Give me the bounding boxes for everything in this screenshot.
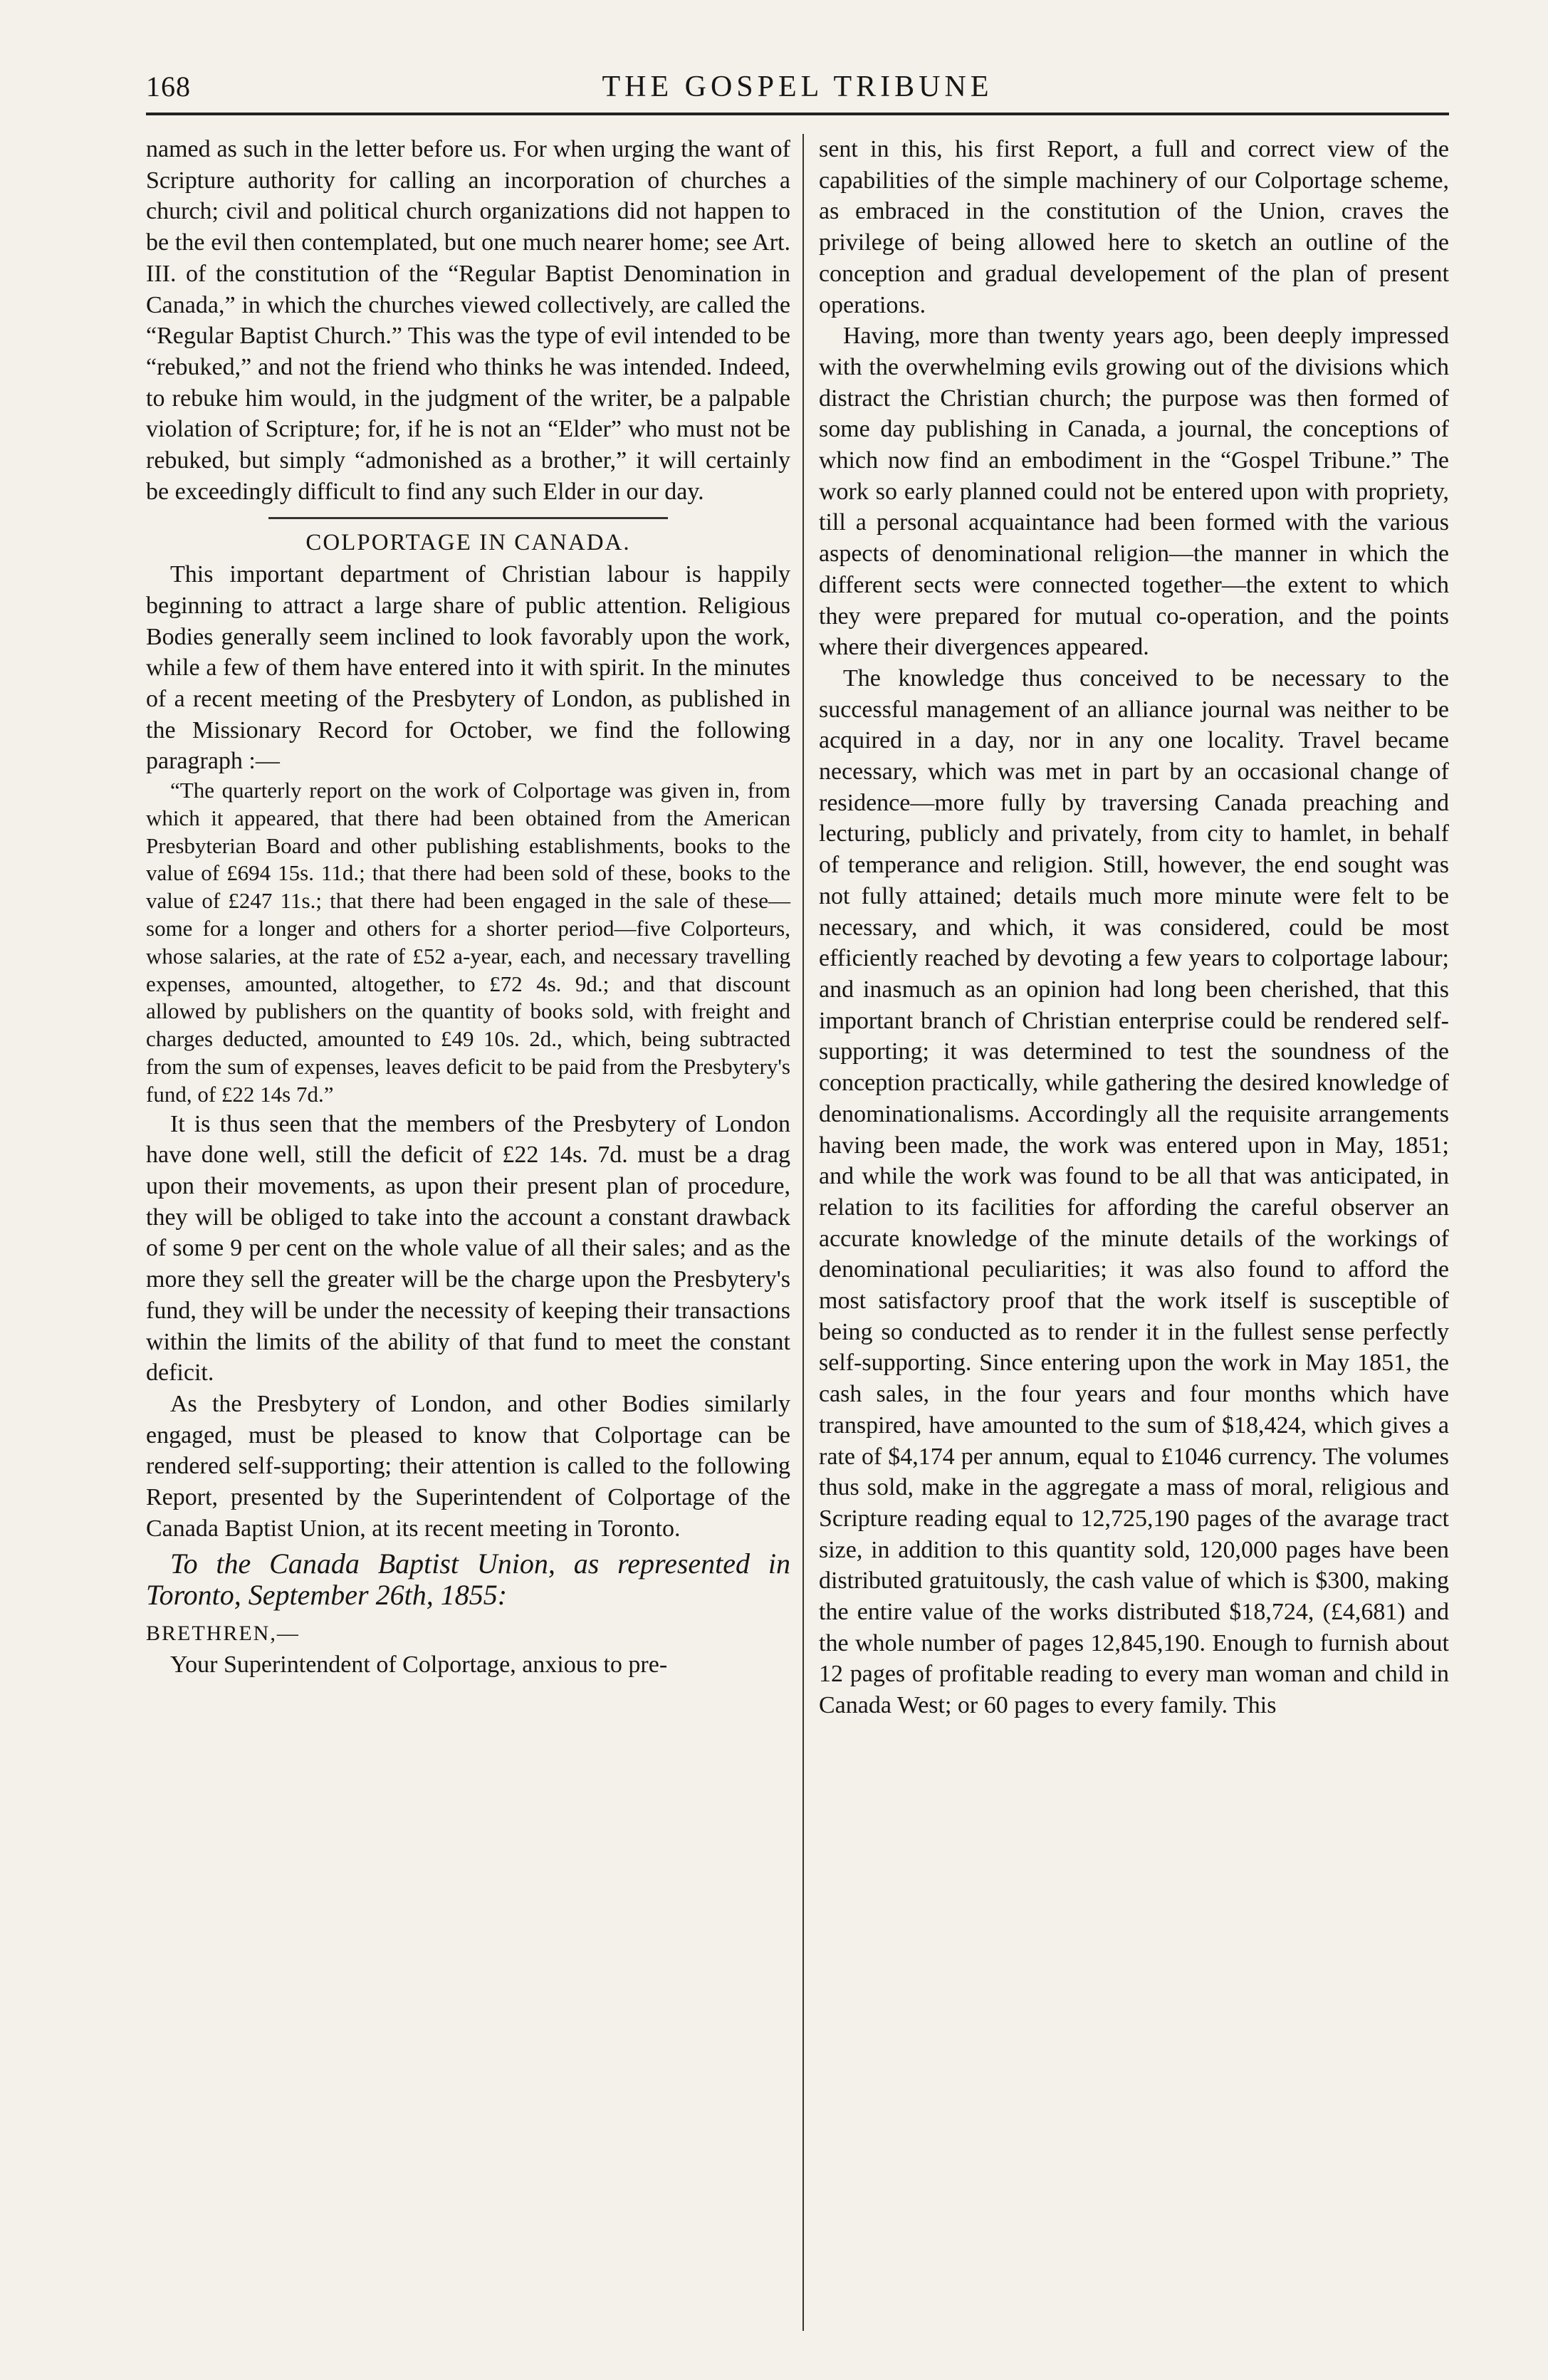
- left-paragraph-continued: named as such in the letter before us. For when urging the want of Scripture authority for calling an incorporation of churches a church; civil and political church organizations did not happen to be the evil then contemplated, but one much nearer home; see Art. III. of the constitution of the “Regular Baptist Denomination in Canada,” in which the churches viewed collectively, are called the “Regular Baptist Church.” This was the type of evil intended to be “rebuked,” and not the friend who thinks he was intended. Indeed, to rebuke him would, in the judgment of the writer, be a palpable violation of Scripture; for, if he is not an “Elder” who must not be rebuked, but simply “admonished as a brother,” it will certainly be exceedingly difficult to find any such Elder in our day.: [146, 136, 790, 505]
- report-salutation: BRETHREN,—: [146, 1622, 300, 1646]
- page-number: 168: [146, 71, 191, 103]
- report-address: To the Canada Baptist Union, as represented in Toronto, September 26th, 1855:: [146, 1547, 790, 1612]
- left-column: [146, 134, 790, 1681]
- article-paragraph-introduction-of-report: As the Presbytery of London, and other Bodies similarly engaged, must be pleased to know that Colportage can be rendered self-supporting; their attention is called to the following Report, presented by the Superintendent of Colportage of the Canada Baptist Union, at its recent meeting in Toronto.: [146, 1390, 790, 1542]
- section-heading: COLPORTAGE IN CANADA.: [305, 530, 631, 556]
- article-paragraph-analysis: It is thus seen that the members of the Presbytery of London have done well, still the deficit of £22 14s. 7d. must be a drag upon their movements, as upon their present plan of procedure, they will be obliged to take into the account a constant drawback of some 9 per cent on the whole value of all their sales; and as the more they sell the greater will be the charge upon the Presbytery's fund, they will be under the necessity of keeping their transactions within the limits of the ability of that fund to meet the constant deficit.: [146, 1110, 790, 1387]
- journal-page: [146, 68, 1449, 2340]
- report-paragraph-results: The knowledge thus conceived to be necessary to the successful management of an alliance journal was neither to be acquired in a day, nor in any one locality. Travel became necessary, which was met in part by an occasional change of residence—more fully by traversing Canada preaching and lecturing, publicly and privately, from city to hamlet, in behalf of temperance and religion. Still, however, the end sought was not fully attained; details much more minute were felt to be necessary, and which, it was considered, could be most efficiently reached by devoting a few years to colportage labour; and inasmuch as an opinion had long been cherished, that this important branch of Christian enterprise could be rendered self-supporting; it was determined to test the soundness of the conception practically, while gathering the desired knowledge of denominationalisms. Accordingly all the requisite arrangements having been made, the work was entered upon in May, 1851; and while the work was found to be all that was anticipated, in relation to its facilities for affording the careful observer an accurate knowledge of the minute details of the workings of denominational peculiarities; it was also found to afford the most satisfactory proof that the work itself is susceptible of being so conducted as to render it in the fullest sense perfectly self-supporting. Since entering upon the work in May 1851, the cash sales, in the four years and four months which have transpired, have amounted to the sum of $18,424, which gives a rate of $4,174 per annum, equal to £1046 currency. The volumes thus sold, make in the aggregate a mass of moral, religious and Scripture reading equal to 12,725,190 pages of the avarage tract size, in addition to this quantity sold, 120,000 pages have been distributed gratuitously, the cash value of which is $300, making the entire value of the works distributed $18,724, (£4,681) and the whole number of pages 12,845,190. Enough to furnish about 12 pages of profitable reading to every man woman and child in Canada West; or 60 pages to every family. This: [819, 664, 1449, 1719]
- report-opening-line: Your Superintendent of Colportage, anxious to pre-: [170, 1651, 668, 1679]
- page-header: [146, 68, 1449, 115]
- column-divider: [802, 134, 804, 2331]
- journal-title: THE GOSPEL TRIBUNE: [602, 71, 993, 103]
- report-paragraph-history: Having, more than twenty years ago, been deeply impressed with the overwhelming evils growing out of the divisions which distract the Christian church; the purpose was then formed of some day publishing in Canada, a journal, the conceptions of which now find an embodiment in the “Gospel Tribune.” The work so early planned could not be entered upon with propriety, till a personal acquaintance had been formed with the various aspects of denominational religion—the manner in which the different sects were connected together—the extent to which they were prepared for mutual co-operation, and the points where their divergences appeared.: [819, 323, 1449, 661]
- right-column: [819, 134, 1449, 1721]
- article-paragraph-intro: This important department of Christian labour is happily beginning to attract a large share of public attention. Religious Bodies generally seem inclined to look favorably upon the work, while a few of them have entered into it with spirit. In the minutes of a recent meeting of the Presbytery of London, as published in the Missionary Record for October, we find the following paragraph :—: [146, 561, 790, 775]
- quoted-report: “The quarterly report on the work of Colportage was given in, from which it appeared, that there had been obtained from the American Presbyterian Board and other publishing establishments, books to the value of £694 15s. 11d.; that there had been sold of these, books to the value of £247 11s.; that there had been engaged in the sale of these—some for a longer and others for a shorter period—five Colporteurs, whose salaries, at the rate of £52 a-year, each, and necessary travelling expenses, amounted, altogether, to £72 4s. 9d.; and that discount allowed by publishers on the quantity of books sold, with freight and charges deducted, amounted to £49 10s. 2d., which, being subtracted from the sum of expenses, leaves deficit to be paid from the Presbytery's fund, of £22 14s 7d.”: [146, 778, 790, 1107]
- section-divider: [268, 517, 668, 519]
- report-paragraph-continued: sent in this, his first Report, a full and correct view of the capabilities of the simple machinery of our Colportage scheme, as embraced in the constitution of the Union, craves the privilege of being allowed here to sketch an outline of the conception and gradual developement of the plan of present operations.: [819, 136, 1449, 318]
